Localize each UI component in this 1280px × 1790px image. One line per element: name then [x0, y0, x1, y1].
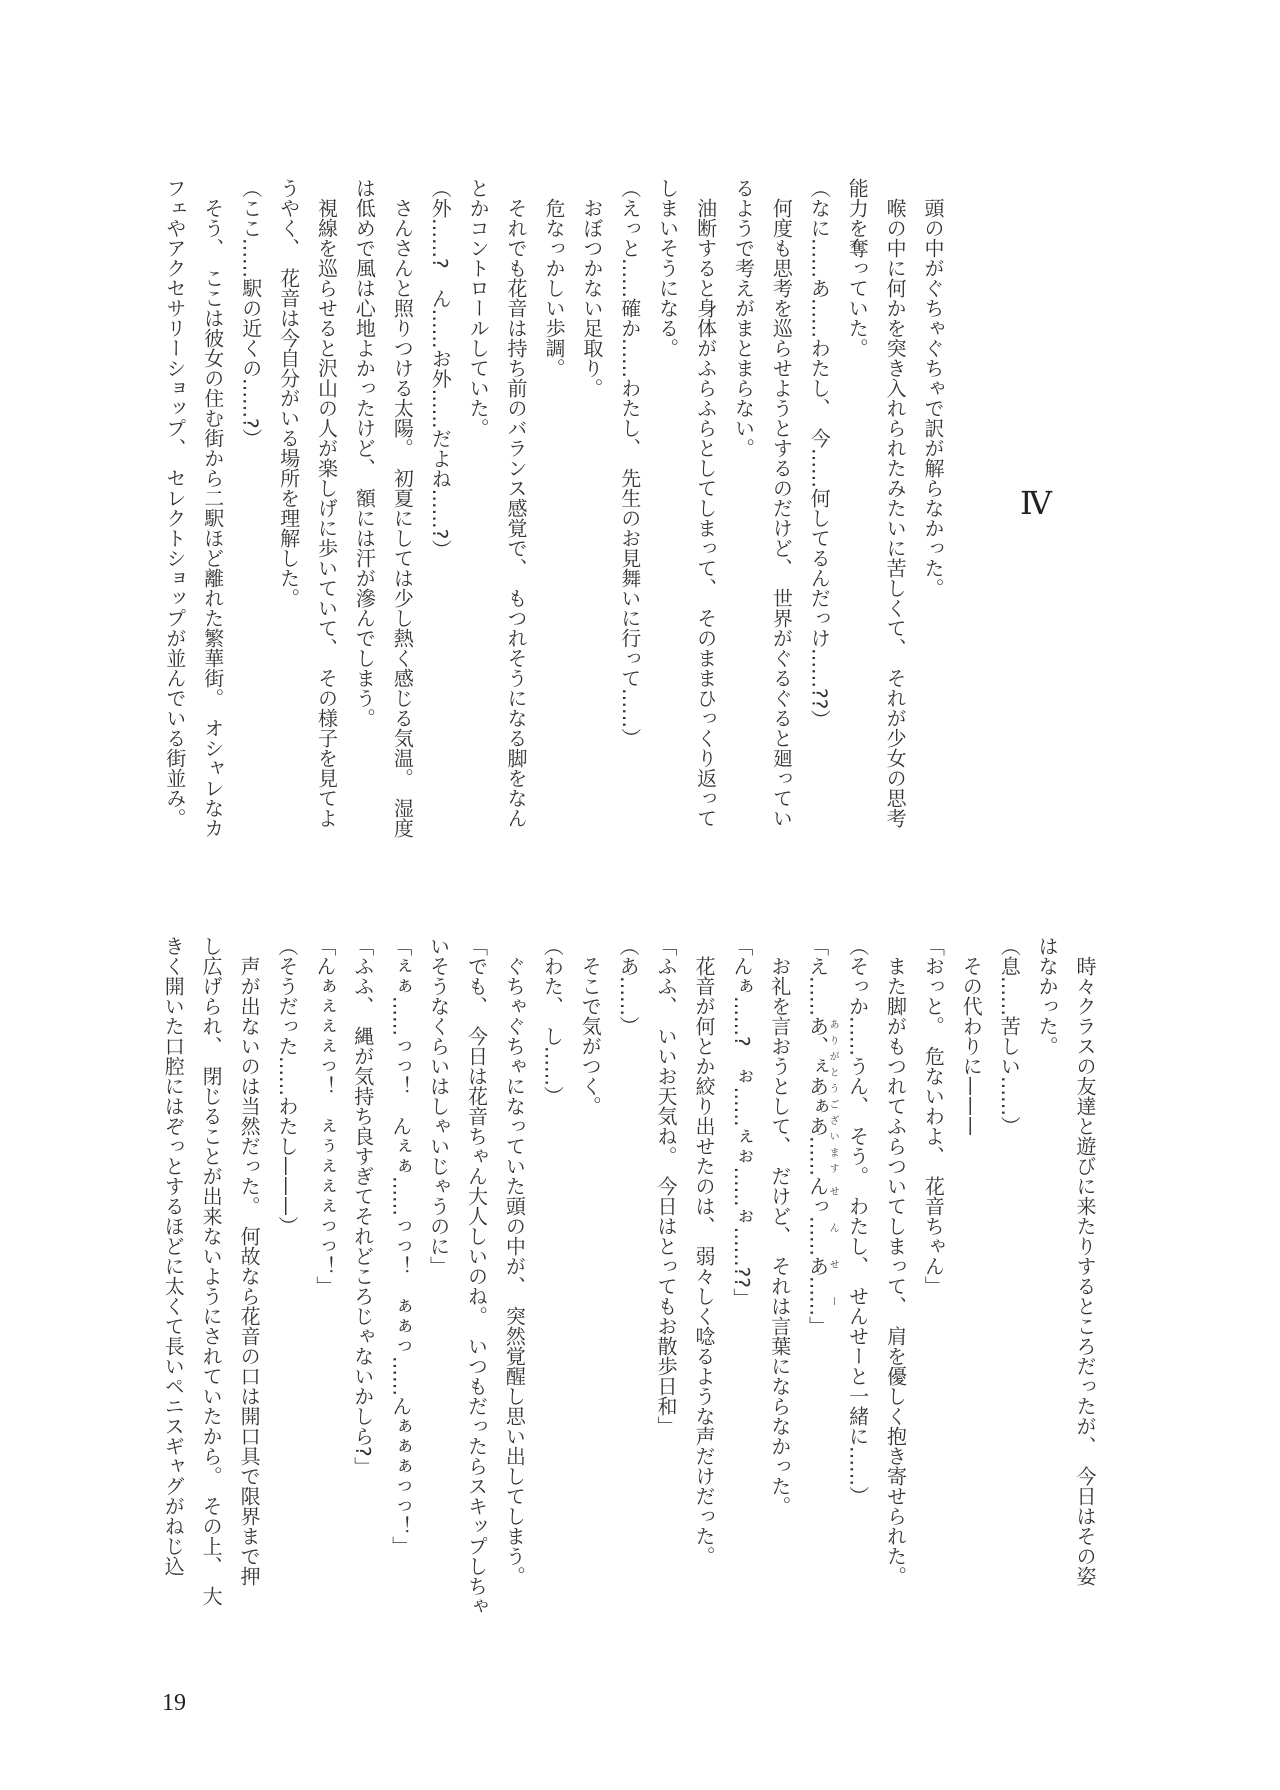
text-line: 「んぁぇぇぇっ！ ぇぅぇぇぇっっ！」: [312, 936, 337, 1296]
text-line: さんさんと照りつける太陽。 初夏にしては少し熱く感じる気温。 湿度: [390, 198, 415, 838]
text-line: ぐちゃぐちゃになっていた頭の中が、 突然覚醒し思い出してしまう。: [502, 956, 527, 1586]
text-line: そう、 ここは彼女の住む街から二駅ほど離れた繁華街。 オシャレなカ: [200, 198, 225, 838]
text-line: 「でも、 今日は花音ちゃん大人しいのね。 いつもだったらスキップしちゃ: [464, 936, 489, 1616]
ruby-text: [805, 1176, 839, 1316]
text-line: 何度も思考を巡らせようとするのだけど、 世界がぐるぐると廻ってい: [769, 198, 794, 828]
text-line: 「ふふ、 縄が気持ち良すぎてそれどころじゃないかしら?」: [350, 936, 375, 1477]
text-line: し広げられ、 閉じることが出来ないようにされていたから。 その上、 大: [199, 936, 224, 1606]
text-line: 声が出ないのは当然だった。 何故なら花音の口は開口具で限界まで押: [237, 956, 262, 1586]
text-line: 「おっと。 危ないわよ、 花音ちゃん」: [921, 936, 946, 1296]
text-line: お礼を言おうとして、 だけど、 それは言葉にならなかった。: [767, 956, 792, 1516]
page-number: 19: [162, 1690, 186, 1716]
text-line: 「ぇぁ……っっ！ んぇぁ……っっ！ ぁぁっ……んぁぁぁっっ！」: [388, 936, 413, 1556]
text-line: は低めで風は心地よかったけど、 額には汗が滲んでしまう。: [352, 178, 377, 728]
text-line: （息……苦しい……）: [997, 936, 1022, 1136]
text-line: うやく、 花音は今自分がいる場所を理解した。: [276, 178, 301, 608]
text-line: （わた、 し……）: [540, 936, 565, 1106]
text-line: （外……? ん……お外……だよね……?）: [428, 178, 453, 560]
text-line: 花音が何とか絞り出せたのは、 弱々しく唸るような声だけだった。: [691, 956, 716, 1566]
text-line: きく開いた口腔にはぞっとするほどに太くて長いペニスギャグがねじ込: [161, 936, 186, 1576]
text-line: とかコントロールしていた。: [466, 178, 491, 438]
ruby-annotation: せんせー: [827, 1176, 839, 1316]
text-line: そこで気がつく。: [578, 956, 603, 1116]
text-line: （あ……）: [616, 936, 641, 1036]
text-line: [798, 936, 838, 1666]
text-line: いそうなくらいはしゃいじゃうのに」: [426, 936, 451, 1276]
text-line: 頭の中がぐちゃぐちゃで訳が解らなかった。: [921, 198, 945, 598]
text-line: 視線を巡らせると沢山の人が楽しげに歩いていて、 その様子を見てよ: [314, 198, 339, 828]
text-line: （そっか……うん、 そう。 わたし、 せんせーと一緒に……）: [845, 936, 870, 1506]
text-line: フェやアクセサリーショップ、 セレクトショップが並んでいる街並み。: [162, 178, 187, 828]
text-segment: 「え……: [805, 936, 830, 1016]
text-block-top: [155, 178, 951, 878]
text-line: 危なっかしい歩調。: [541, 198, 566, 378]
text-line: また脚がもつれてふらついてしまって、 肩を優しく抱き寄せられた。: [883, 956, 908, 1586]
text-line: 油断すると身体がふらふらとしてしまって、 そのままひっくり返って: [693, 198, 718, 828]
text-line: （えっと……確か……わたし、 先生のお見舞いに行って……）: [617, 178, 642, 748]
text-line: （そうだった……わたし———）: [274, 936, 299, 1236]
text-segment: 」: [805, 1316, 830, 1336]
ruby-annotation: ありがとうございます: [827, 1016, 839, 1176]
text-line: 喉の中に何かを突き入れられたみたいに苦しくて、 それが少女の思考: [883, 198, 908, 828]
text-line: しまいそうになる。: [655, 178, 680, 358]
text-line: その代わりに———: [959, 956, 984, 1136]
ruby-text: [805, 1016, 839, 1176]
text-line: るようで考えがまとまらない。: [731, 178, 756, 458]
text-line: （なに……あ……わたし、 今……何してるんだっけ……??）: [807, 178, 832, 730]
ruby-base: あ、ぇあぁあ……: [805, 1016, 830, 1176]
text-line: （ここ……駅の近くの……?）: [238, 178, 263, 449]
text-line: 能力を奪っていた。: [845, 178, 870, 358]
ruby-base: んっ……あ……: [805, 1176, 830, 1316]
text-block-bottom: [153, 936, 1103, 1666]
chapter-heading: Ⅳ: [1020, 485, 1052, 521]
text-line: 時々クラスの友達と遊びに来たりするところだったが、 今日はその姿: [1073, 956, 1097, 1586]
text-line: それでも花音は持ち前のバランス感覚で、 もつれそうになる脚をなん: [504, 198, 529, 828]
text-line: 「ふふ、 いいお天気ね。 今日はとってもお散歩日和」: [654, 936, 679, 1436]
text-line: はなかった。: [1035, 936, 1060, 1056]
text-line: おぼつかない足取り。: [579, 198, 604, 398]
text-line: 「んぁ……? ぉ……ぇぉ……ぉ……??」: [729, 936, 754, 1308]
